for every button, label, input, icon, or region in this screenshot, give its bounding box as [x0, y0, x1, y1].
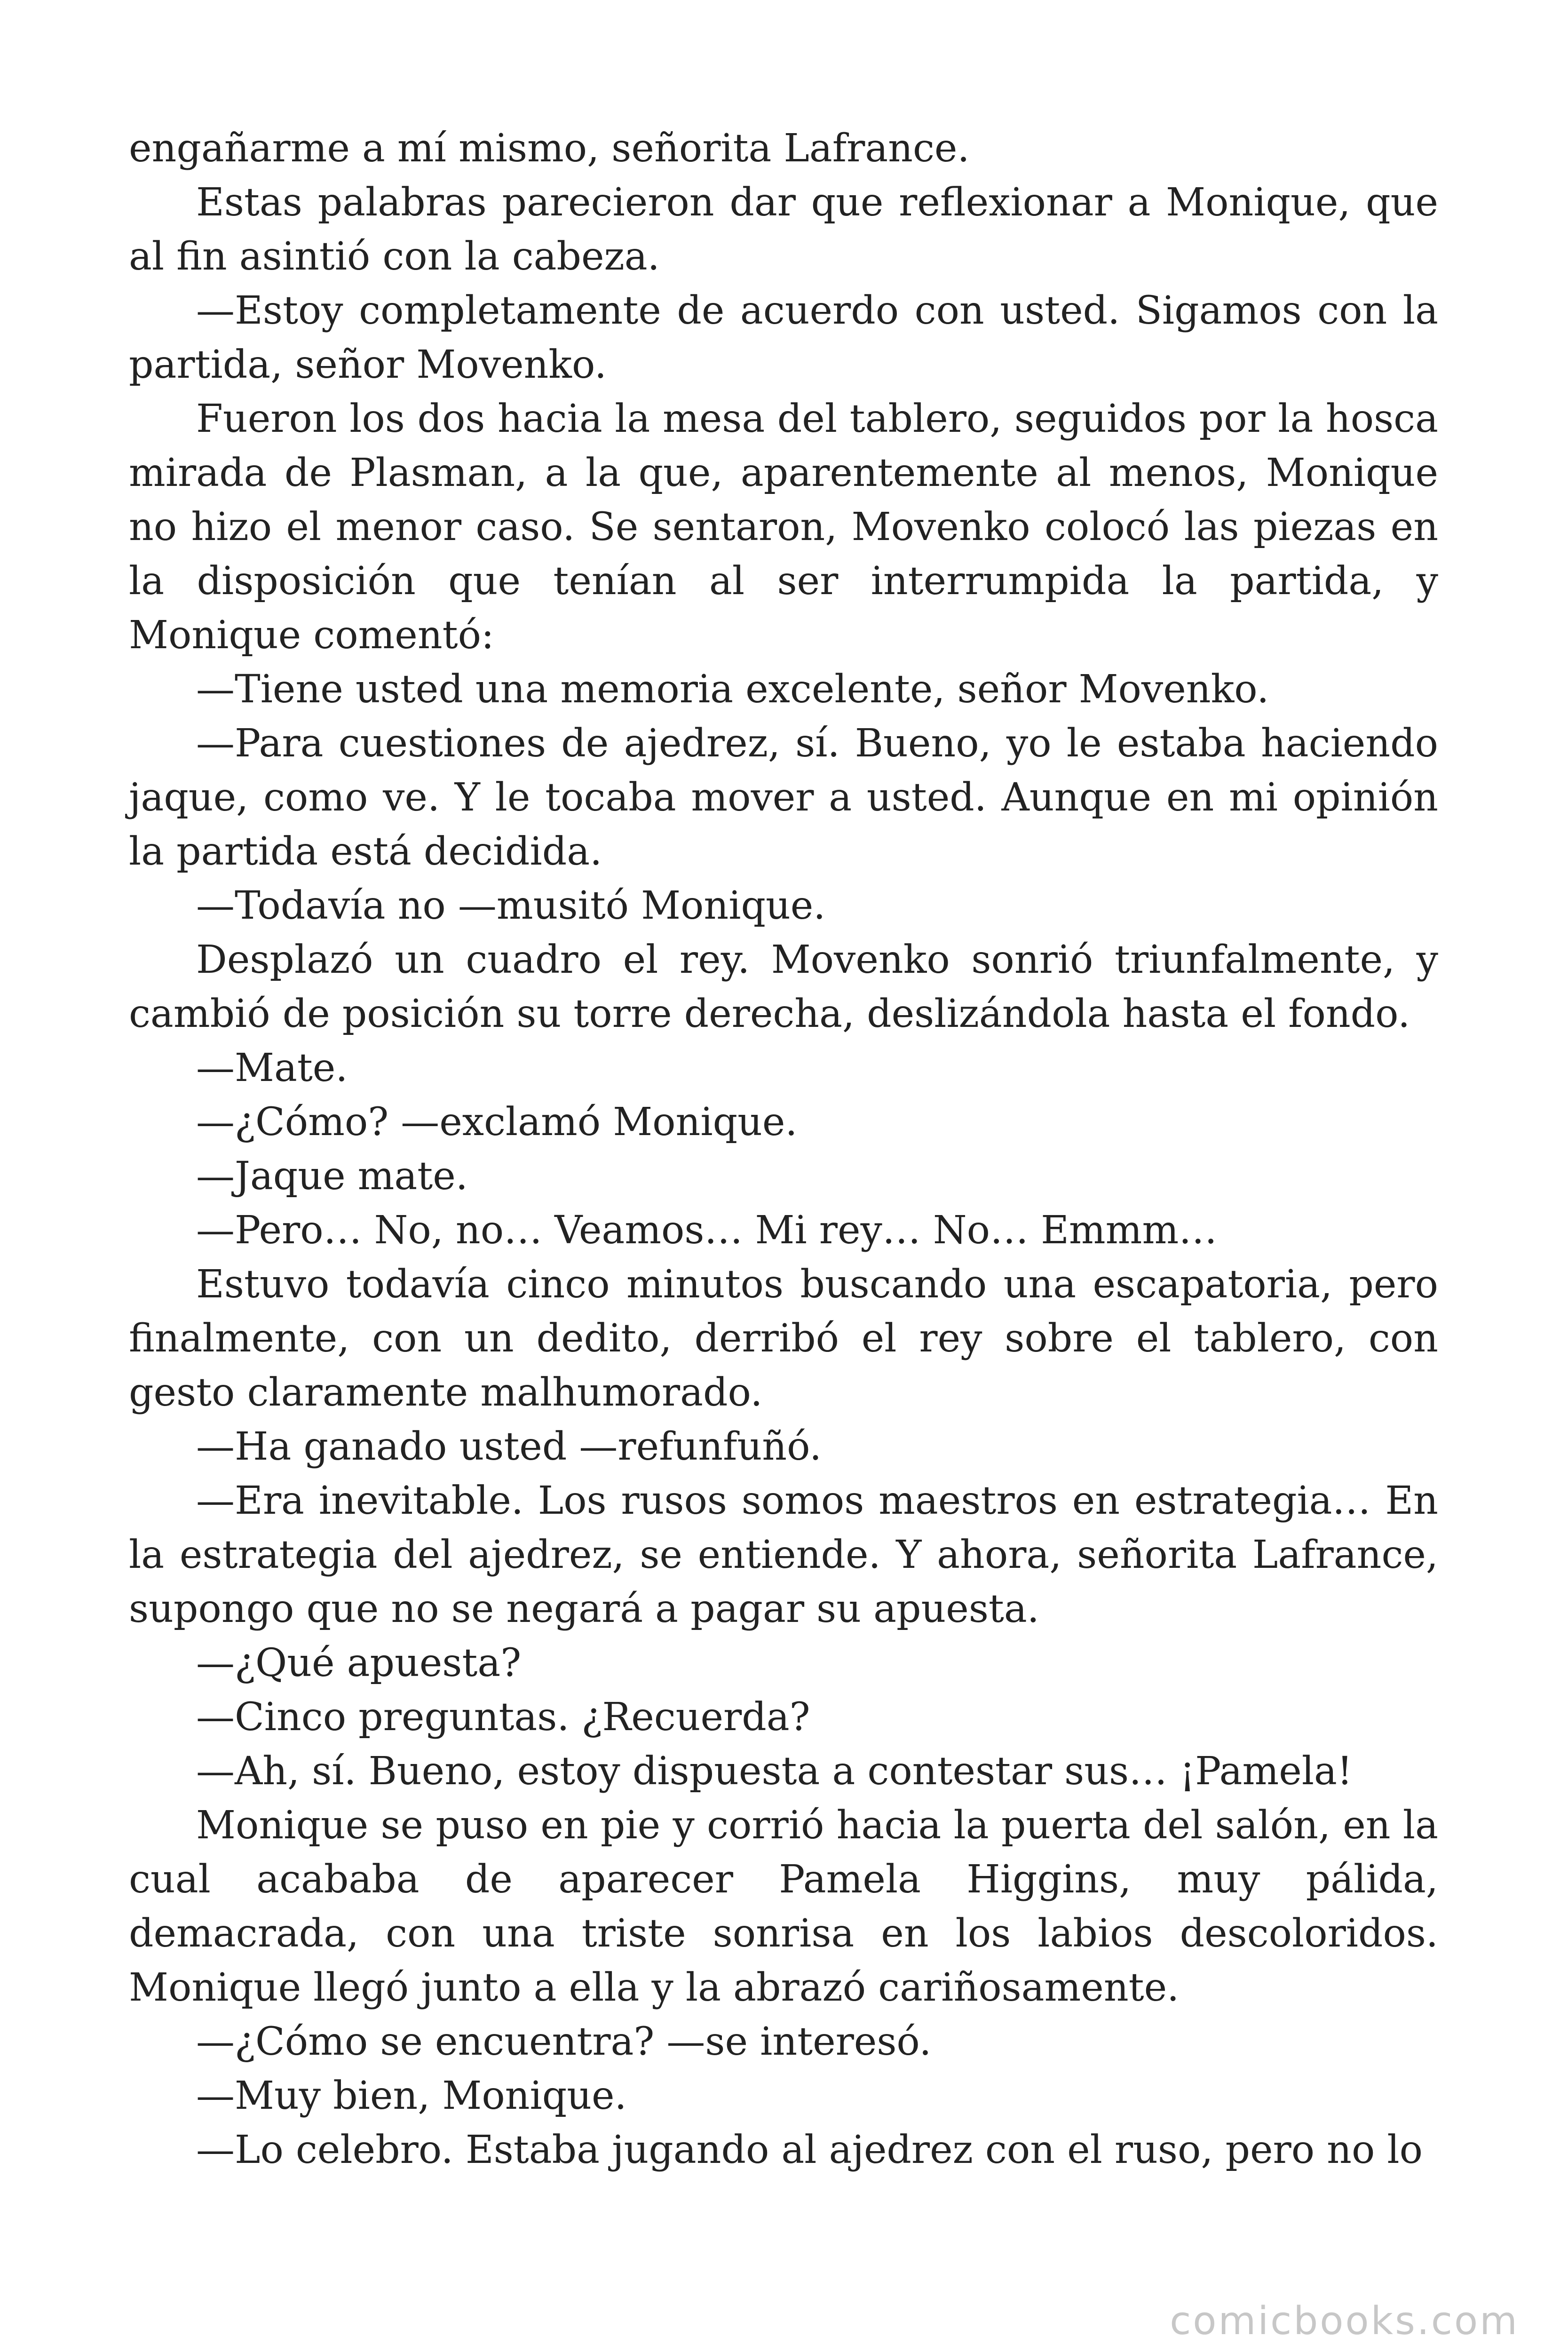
- paragraph: Fueron los dos hacia la mesa del tablero, seguidos por la hosca mirada de Plasman, a la que, aparentemente al menos, Monique no hizo el menor caso. Se sentaron, Movenko colocó las piezas en la disposición que tenían al ser interrumpida la partida, y Monique comentó:: [129, 397, 1438, 658]
- paragraph: —¿Cómo se encuentra? —se interesó.: [196, 2019, 932, 2064]
- paragraph: —Lo celebro. Estaba jugando al ajedrez con el ruso, pero no lo: [196, 2128, 1423, 2172]
- paragraph: —Cinco preguntas. ¿Recuerda?: [196, 1695, 810, 1740]
- paragraph: —¿Qué apuesta?: [196, 1641, 522, 1685]
- body-text: [129, 121, 1438, 2177]
- paragraph: Estas palabras parecieron dar que reflexionar a Monique, que al fin asintió con la cabeza.: [129, 180, 1438, 279]
- paragraph: —Ah, sí. Bueno, estoy dispuesta a contestar sus… ¡Pamela!: [196, 1749, 1353, 1794]
- paragraph: —Muy bien, Monique.: [196, 2074, 627, 2118]
- paragraph: Desplazó un cuadro el rey. Movenko sonrió triunfalmente, y cambió de posición su torre derecha, deslizándola hasta el fondo.: [129, 938, 1438, 1036]
- paragraph: —Ha ganado usted —refunfuñó.: [196, 1424, 822, 1469]
- paragraph: —Pero… No, no… Veamos… Mi rey… No… Emmm…: [196, 1208, 1218, 1253]
- paragraph: engañarme a mí mismo, señorita Lafrance.: [129, 126, 970, 171]
- watermark: comicbooks.com: [1170, 2299, 1519, 2344]
- paragraph: —¿Cómo? —exclamó Monique.: [196, 1100, 798, 1144]
- paragraph: Estuvo todavía cinco minutos buscando una escapatoria, pero finalmente, con un dedito, derribó el rey sobre el tablero, con gesto claramente malhumorado.: [129, 1262, 1438, 1415]
- paragraph: —Jaque mate.: [196, 1154, 468, 1199]
- paragraph: —Para cuestiones de ajedrez, sí. Bueno, yo le estaba haciendo jaque, como ve. Y le tocaba mover a usted. Aunque en mi opinión la partida está decidida.: [129, 721, 1438, 874]
- paragraph: —Todavía no —musitó Monique.: [196, 883, 826, 928]
- paragraph: —Era inevitable. Los rusos somos maestros en estrategia… En la estrategia del ajedrez, se entiende. Y ahora, señorita Lafrance, supongo que no se negará a pagar su apuesta.: [129, 1478, 1438, 1631]
- paragraph: —Estoy completamente de acuerdo con usted. Sigamos con la partida, señor Movenko.: [129, 288, 1438, 387]
- paragraph: —Tiene usted una memoria excelente, señor Movenko.: [196, 667, 1269, 712]
- paragraph: —Mate.: [196, 1046, 348, 1090]
- paragraph: Monique se puso en pie y corrió hacia la puerta del salón, en la cual acababa de aparecer Pamela Higgins, muy pálida, demacrada, con una triste sonrisa en los labios descoloridos. Monique llegó junto a ella y la abrazó cariñosamente.: [129, 1803, 1438, 2010]
